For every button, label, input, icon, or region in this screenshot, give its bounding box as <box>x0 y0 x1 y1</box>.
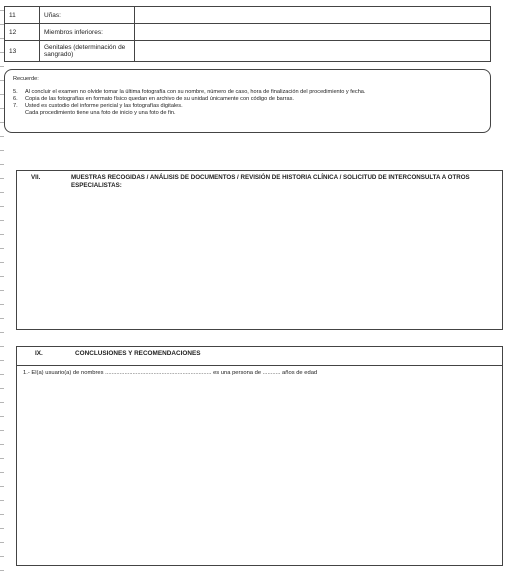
binder-mark <box>0 192 4 193</box>
reminder-number: 5. <box>13 89 18 95</box>
binder-mark <box>0 388 4 389</box>
reminder-number: 6. <box>13 96 18 102</box>
row-label: Miembros inferiores: <box>40 24 135 41</box>
binder-mark <box>0 402 4 403</box>
row-value-field[interactable] <box>135 7 491 24</box>
row-value-field[interactable] <box>135 24 491 41</box>
table-row <box>5 7 491 24</box>
binder-mark <box>0 500 4 501</box>
section-number: VII. <box>31 174 41 181</box>
reminder-item <box>13 110 482 117</box>
binder-mark <box>0 416 4 417</box>
section-title: CONCLUSIONES Y RECOMENDACIONES <box>75 350 201 357</box>
reminder-text: Al concluir el examen no olvide tomar la última fotografía con su nombre, número de caso, hora de finalización del procedimiento y fecha. <box>25 89 366 95</box>
binder-mark <box>0 458 4 459</box>
binder-mark <box>0 234 4 235</box>
binder-mark <box>0 164 4 165</box>
reminder-item <box>13 89 482 96</box>
reminder-text: Cada procedimiento tiene una foto de inicio y una foto de fin. <box>25 110 176 116</box>
binder-mark <box>0 360 4 361</box>
binder-mark <box>0 136 4 137</box>
binder-mark <box>0 486 4 487</box>
conclusion-line[interactable]: 1.- El(a) usuario(a) de nombres .................................................................. es una persona de ........... años de edad <box>23 370 318 376</box>
reminder-number: 7. <box>13 103 18 109</box>
table-row <box>5 24 491 41</box>
binder-mark <box>0 542 4 543</box>
binder-mark <box>0 318 4 319</box>
exam-table <box>4 6 491 62</box>
reminder-number <box>13 110 25 117</box>
binder-mark <box>0 178 4 179</box>
binder-mark <box>0 206 4 207</box>
binder-mark <box>0 514 4 515</box>
section-writing-area[interactable] <box>17 195 502 329</box>
binder-mark <box>0 66 4 67</box>
row-label: Genitales (determinación de sangrado) <box>40 41 135 62</box>
reminder-item <box>13 96 482 103</box>
binder-mark <box>0 374 4 375</box>
binder-mark <box>0 556 4 557</box>
binder-mark <box>0 528 4 529</box>
row-number: 11 <box>5 7 40 24</box>
binder-mark <box>0 150 4 151</box>
binder-mark <box>0 332 4 333</box>
binder-mark <box>0 220 4 221</box>
section-number: IX. <box>35 350 43 357</box>
table-row <box>5 41 491 62</box>
binder-mark <box>0 262 4 263</box>
row-value-field[interactable] <box>135 41 491 62</box>
reminder-text: Copia de las fotografías en formato físico quedan en archivo de su unidad únicamente con código de barras. <box>25 96 294 102</box>
section-conclusions <box>16 346 503 566</box>
binder-mark <box>0 304 4 305</box>
binder-mark <box>0 444 4 445</box>
reminder-text: Usted es custodio del informe pericial y las fotografías digitales. <box>25 103 183 109</box>
binder-mark <box>0 248 4 249</box>
binder-mark <box>0 472 4 473</box>
row-label: Uñas: <box>40 7 135 24</box>
reminder-item <box>13 103 482 110</box>
section-header <box>17 171 502 193</box>
row-number: 13 <box>5 41 40 62</box>
section-title: MUESTRAS RECOGIDAS / ANÁLISIS DE DOCUMENTOS / REVISIÓN DE HISTORIA CLÍNICA / SOLICITUD DE INTERCONSULTA A OTROS ESPECIALISTAS: <box>71 174 470 189</box>
reminder-box <box>4 69 491 133</box>
row-number: 12 <box>5 24 40 41</box>
section-samples <box>16 170 503 330</box>
binder-mark <box>0 430 4 431</box>
section-header <box>17 347 502 366</box>
reminder-title: Recuerde: <box>13 76 39 82</box>
binder-mark <box>0 290 4 291</box>
binder-mark <box>0 276 4 277</box>
binder-mark <box>0 346 4 347</box>
